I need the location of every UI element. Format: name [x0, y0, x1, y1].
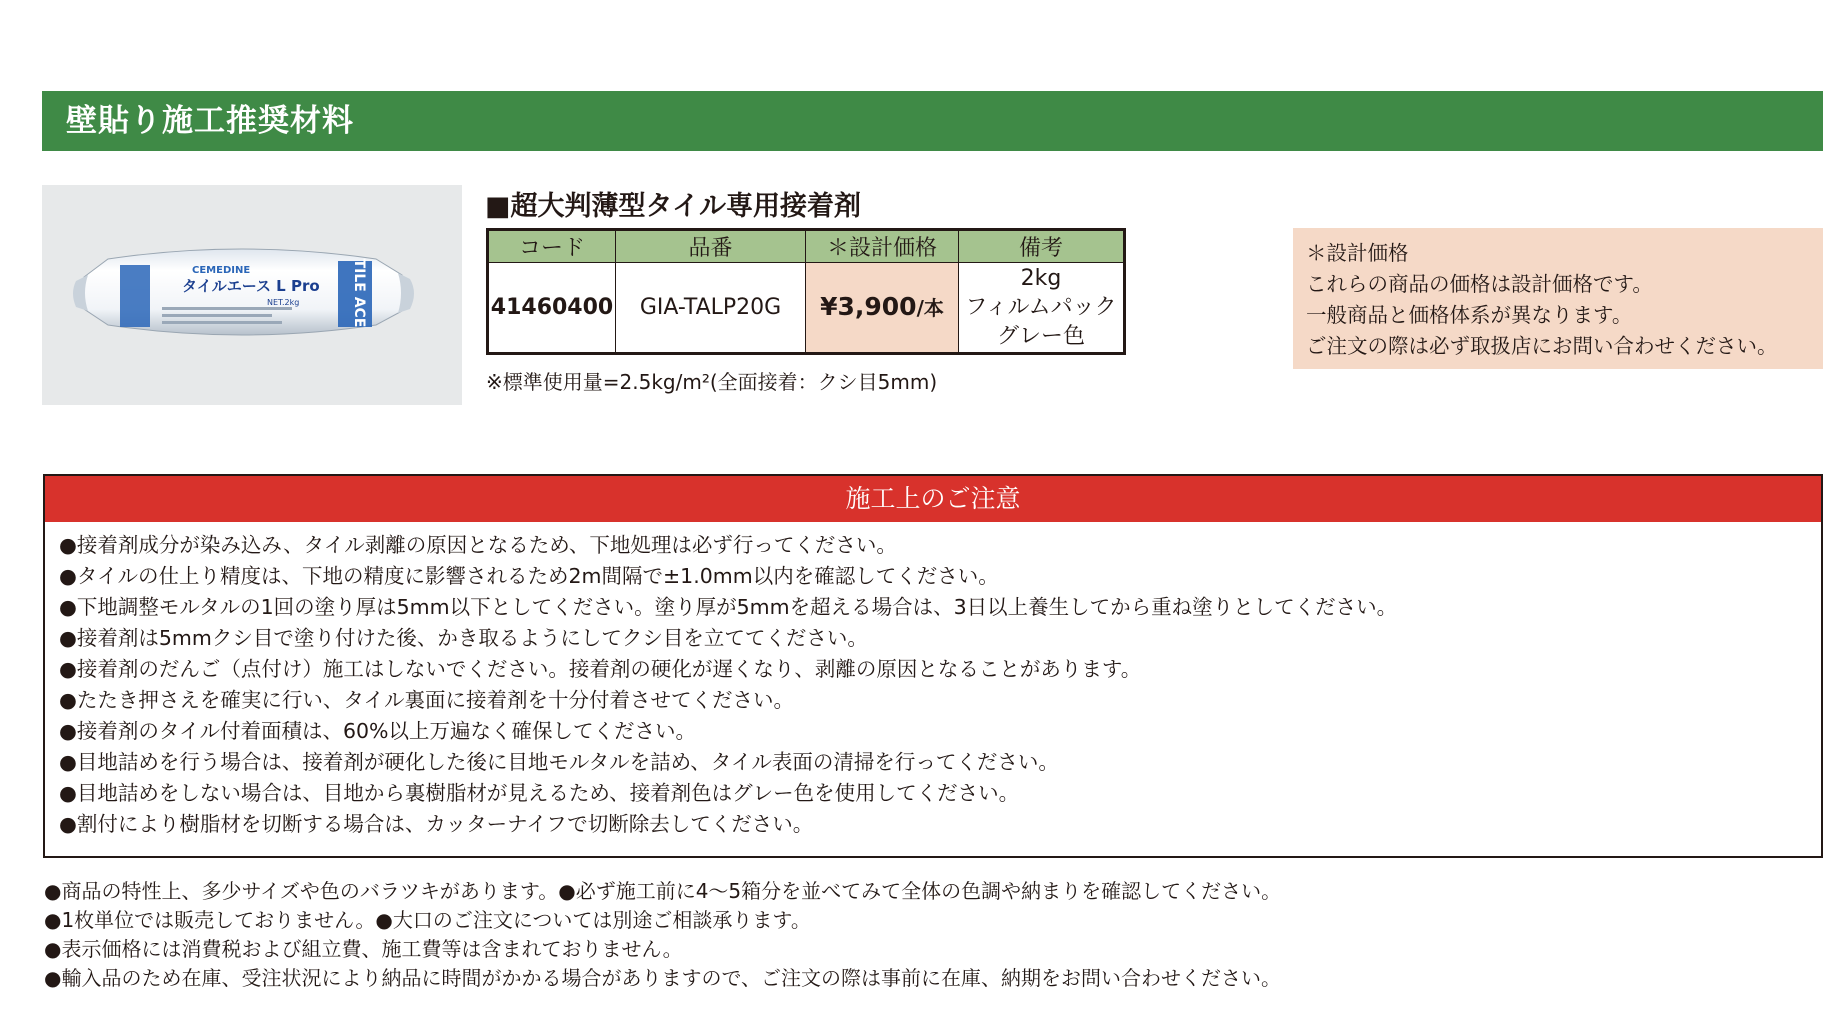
caution-item: ●接着剤のタイル付着面積は、60%以上万遍なく確保してください。	[59, 719, 697, 743]
cell-price	[806, 263, 959, 354]
footer-notes	[44, 877, 1281, 993]
caution-item: ●接着剤成分が染み込み、タイル剥離の原因となるため、下地処理は必ず行ってください。	[59, 533, 897, 557]
pricing-note-line: これらの商品の価格は設計価格です。	[1306, 272, 1653, 296]
cell-notes	[959, 263, 1125, 354]
header-notes: 備考	[959, 230, 1125, 263]
caution-item: ●接着剤は5mmクシ目で塗り付けた後、かき取るようにしてクシ目を立ててください。	[59, 626, 868, 650]
usage-note: ※標準使用量=2.5kg/m²(全面接着：クシ目5mm)	[486, 370, 938, 394]
footer-note: ●1枚単位では販売しておりません。●大口のご注文については別途ご相談承ります。	[44, 908, 811, 932]
caution-item: ●目地詰めを行う場合は、接着剤が硬化した後に目地モルタルを詰め、タイル表面の清掃を行ってください。	[59, 750, 1059, 774]
pack-vertical-text: TILE ACE	[351, 258, 367, 328]
pack-net-weight: NET.2kg	[267, 298, 300, 307]
product-photo	[42, 185, 462, 405]
pricing-note-line: ご注文の際は必ず取扱店にお問い合わせください。	[1306, 334, 1778, 358]
cell-part-number: GIA-TALP20G	[616, 263, 806, 354]
product-title: ■超大判薄型タイル専用接着剤	[485, 191, 861, 222]
cell-code: 41460400	[488, 263, 616, 354]
note-weight: 2kg	[1020, 266, 1062, 291]
footer-note: ●表示価格には消費税および組立費、施工費等は含まれておりません。	[44, 937, 683, 961]
pack-product-name: タイルエース L Pro	[182, 277, 320, 295]
footer-note: ●商品の特性上、多少サイズや色のバラツキがあります。●必ず施工前に4～5箱分を並べてみて全体の色調や納まりを確認してください。	[44, 879, 1282, 903]
caution-title: 施工上のご注意	[45, 476, 1821, 522]
note-package: フィルムパック	[965, 295, 1117, 320]
product-table	[486, 228, 1126, 355]
header-part-number: 品番	[616, 230, 806, 263]
header-code: コード	[488, 230, 616, 263]
pack-brand: CEMEDINE	[192, 265, 251, 276]
adhesive-pack-image	[42, 185, 462, 405]
caution-item: ●下地調整モルタルの1回の塗り厚は5mm以下としてください。塗り厚が5mmを超える場合は、3日以上養生してから重ね塗りとしてください。	[59, 595, 1398, 619]
caution-item: ●目地詰めをしない場合は、目地から裏樹脂材が見えるため、接着剤色はグレー色を使用してください。	[59, 781, 1020, 805]
caution-item: ●割付により樹脂材を切断する場合は、カッターナイフで切断除去してください。	[59, 812, 814, 836]
header-price: ＊設計価格	[806, 230, 959, 263]
footer-note: ●輸入品のため在庫、受注状況により納品に時間がかかる場合がありますので、ご注文の際は事前に在庫、納期をお問い合わせください。	[44, 966, 1282, 990]
section-title: 壁貼り施工推奨材料	[42, 91, 1823, 151]
caution-item: ●接着剤のだんご（点付け）施工はしないでください。接着剤の硬化が遅くなり、剥離の原因となることがあります。	[59, 657, 1142, 681]
pricing-note	[1293, 228, 1823, 369]
caution-item: ●タイルの仕上り精度は、下地の精度に影響されるため2m間隔で±1.0mm以内を確認してください。	[59, 564, 999, 588]
caution-list	[45, 522, 1821, 840]
price-value: ¥3,900	[820, 292, 917, 321]
pricing-note-title: ＊設計価格	[1306, 241, 1409, 265]
pricing-note-line: 一般商品と価格体系が異なります。	[1306, 303, 1633, 327]
caution-item: ●たたき押さえを確実に行い、タイル裏面に接着剤を十分付着させてください。	[59, 688, 794, 712]
caution-box	[43, 474, 1823, 858]
note-color: グレー色	[996, 324, 1085, 349]
price-unit: /本	[916, 296, 944, 320]
